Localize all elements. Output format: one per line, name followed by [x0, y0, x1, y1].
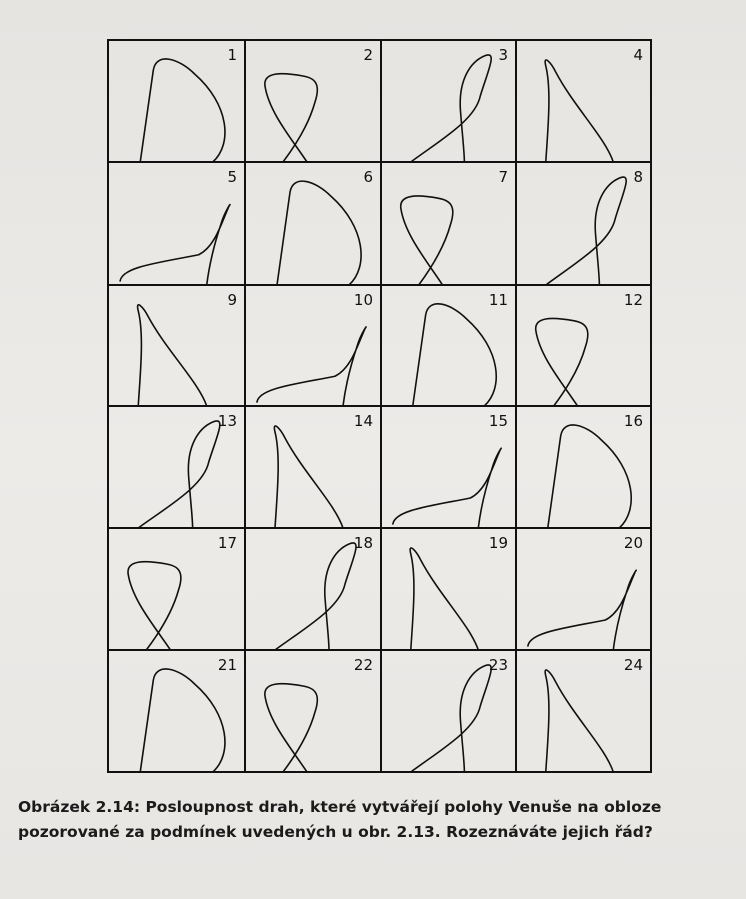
panel-label-11: 11	[488, 291, 508, 309]
venus-path-2	[265, 74, 318, 162]
venus-path-18	[275, 543, 356, 650]
panel-2	[245, 40, 381, 162]
venus-path-16	[548, 425, 631, 528]
venus-path-23	[411, 665, 491, 772]
venus-path-1	[140, 59, 225, 162]
panel-label-23: 23	[488, 656, 508, 674]
venus-path-21	[140, 669, 225, 772]
panel-label-10: 10	[353, 291, 373, 309]
venus-path-15	[393, 448, 501, 528]
venus-path-6	[277, 181, 361, 285]
venus-path-10	[257, 327, 366, 406]
venus-path-7	[401, 196, 453, 285]
panel-label-1: 1	[227, 46, 237, 64]
panel-8	[516, 162, 651, 285]
panel-1	[108, 40, 245, 162]
venus-path-3	[411, 55, 491, 162]
panel-4	[516, 40, 651, 162]
panel-label-7: 7	[498, 168, 508, 186]
caption-line-1: Obrázek 2.14: Posloupnost drah, které vytvářejí polohy Venuše na obloze	[18, 798, 662, 816]
panel-label-13: 13	[217, 412, 237, 430]
caption-line-2: pozorované za podmínek uvedených u obr. 2.13. Rozeznáváte jejich řád?	[18, 823, 653, 841]
venus-path-19	[410, 548, 478, 650]
panel-label-4: 4	[633, 46, 643, 64]
venus-path-12	[536, 318, 588, 406]
panel-label-14: 14	[353, 412, 373, 430]
panel-label-22: 22	[353, 656, 373, 674]
panel-5	[108, 162, 245, 285]
panel-label-5: 5	[227, 168, 237, 186]
panel-label-6: 6	[363, 168, 373, 186]
panel-label-9: 9	[227, 291, 237, 309]
grid-cells	[108, 40, 651, 772]
panel-label-15: 15	[488, 412, 508, 430]
venus-path-8	[546, 177, 626, 285]
panel-9	[108, 285, 245, 406]
venus-path-22	[265, 684, 318, 772]
panel-label-19: 19	[488, 534, 508, 552]
venus-path-9	[138, 305, 207, 406]
panel-label-17: 17	[217, 534, 237, 552]
panel-label-2: 2	[363, 46, 373, 64]
venus-path-13	[138, 421, 220, 528]
venus-path-24	[545, 670, 613, 772]
venus-path-4	[545, 60, 613, 162]
panel-6	[245, 162, 381, 285]
panel-label-20: 20	[623, 534, 643, 552]
venus-path-17	[128, 562, 181, 650]
venus-path-5	[120, 205, 230, 285]
venus-path-20	[528, 570, 636, 650]
panel-label-8: 8	[633, 168, 643, 186]
panel-label-21: 21	[217, 656, 237, 674]
venus-path-11	[413, 304, 496, 406]
panel-3	[381, 40, 516, 162]
venus-path-14	[274, 426, 343, 528]
panel-labels	[218, 46, 643, 674]
figure-caption	[18, 795, 733, 845]
panel-label-16: 16	[623, 412, 643, 430]
panel-label-24: 24	[623, 656, 643, 674]
panel-label-12: 12	[623, 291, 643, 309]
panel-7	[381, 162, 516, 285]
panel-label-18: 18	[353, 534, 373, 552]
panel-label-3: 3	[498, 46, 508, 64]
